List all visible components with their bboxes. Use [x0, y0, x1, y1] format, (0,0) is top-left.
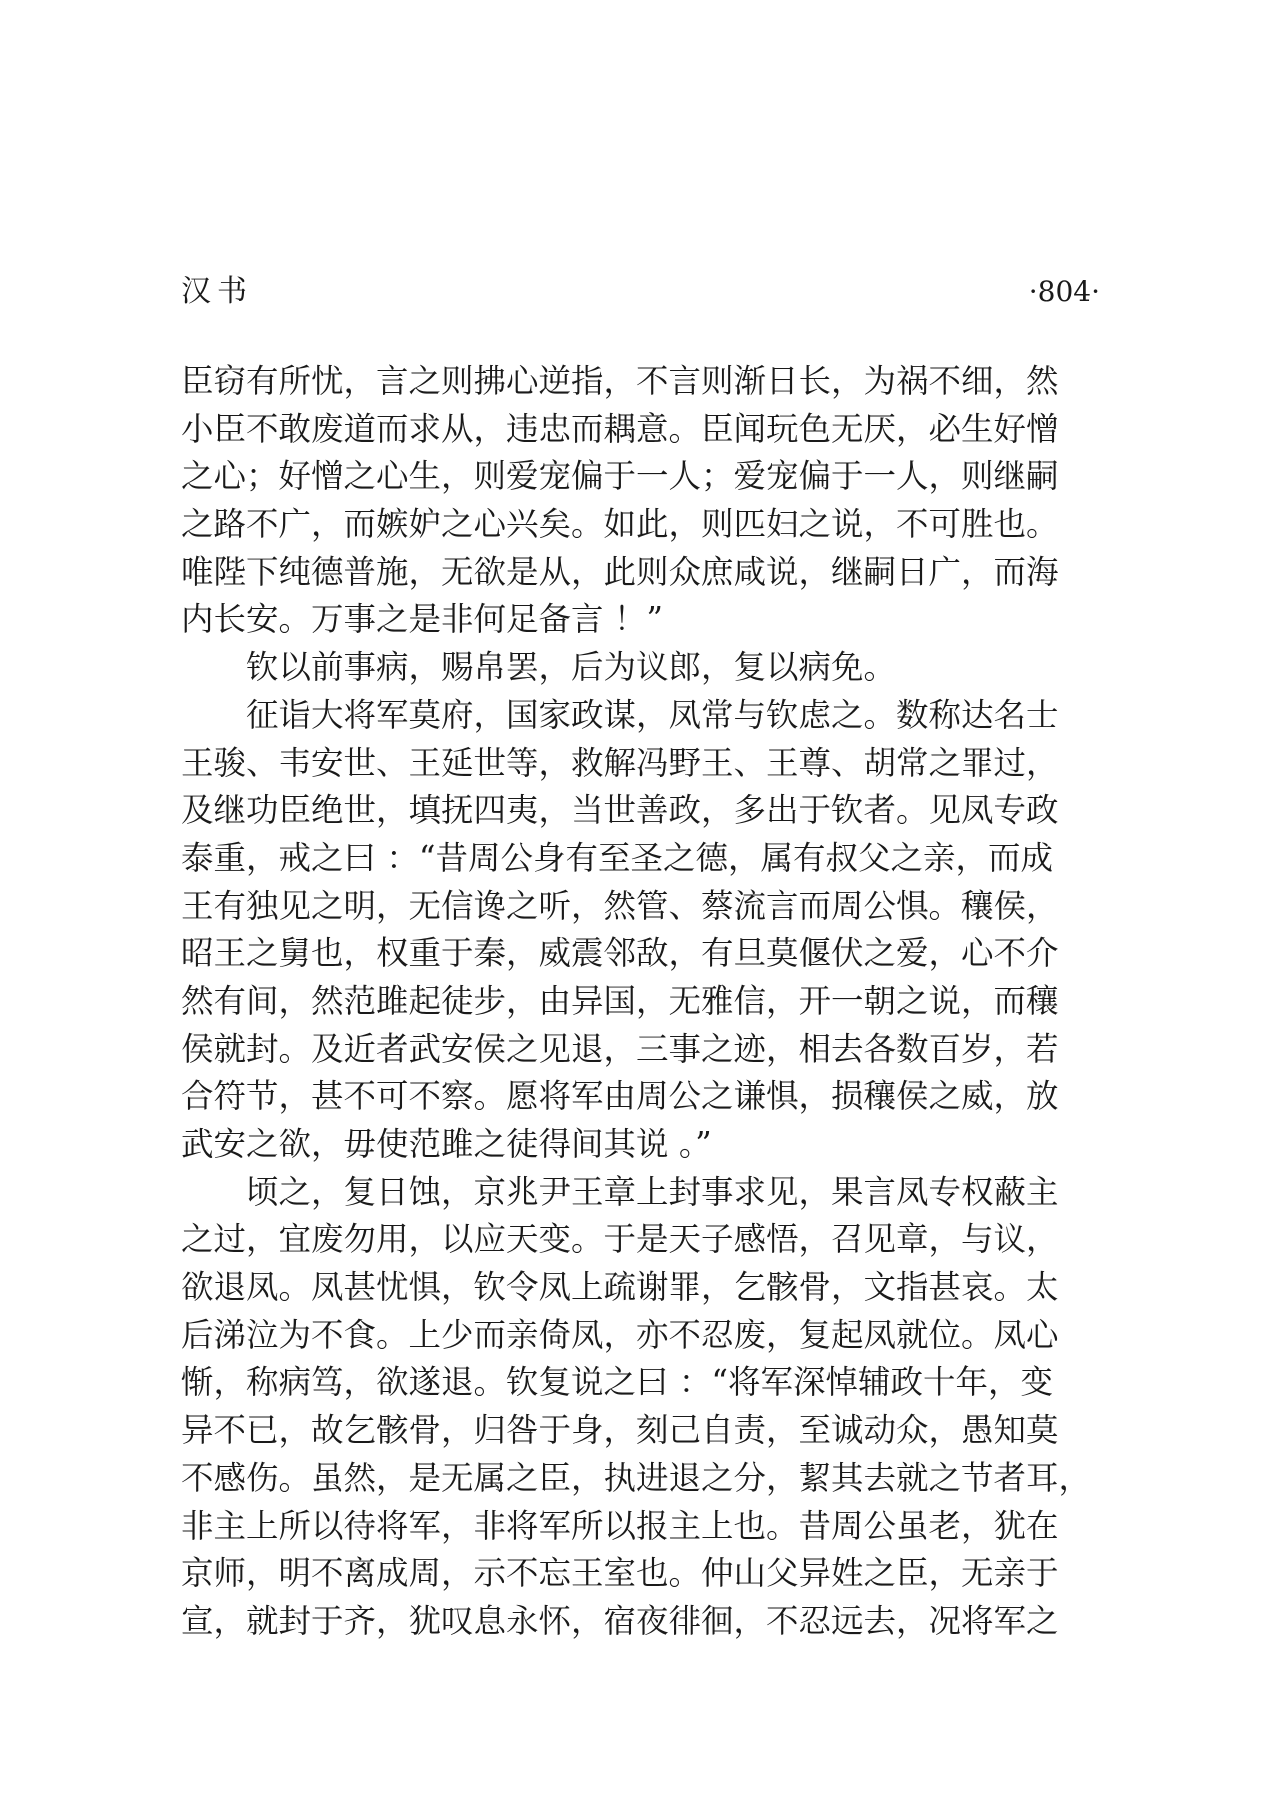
text-line: 非主上所以待将军，非将军所以报主上也。昔周公虽老，犹在 [181, 1506, 1059, 1545]
text-line: 内长安。万事之是非何足备言 ！” [181, 600, 663, 639]
text-line: 然有间，然范雎起徒步，由异国，无雅信，开一朝之说，而穰 [181, 981, 1059, 1020]
text-line: 及继功臣绝世，填抚四夷，当世善政，多出于钦者。见凤专政 [181, 791, 1059, 830]
text-line: 合符节，甚不可不察。愿将军由周公之谦惧，损穰侯之威，放 [181, 1077, 1059, 1116]
text-line: 欲退凤。凤甚忧惧，钦令凤上疏谢罪，乞骸骨，文指甚哀。太 [181, 1268, 1059, 1307]
text-line: 异不已，故乞骸骨，归咎于身，刻己自责，至诚动众，愚知莫 [181, 1411, 1059, 1450]
text-line: 侯就封。及近者武安侯之见退，三事之迹，相去各数百岁，若 [181, 1029, 1059, 1068]
text-line: 唯陛下纯德普施，无欲是从，此则众庶咸说，继嗣日广，而海 [181, 552, 1059, 591]
text-line: 钦以前事病，赐帛罢，后为议郎，复以病免。 [246, 648, 897, 687]
body-text [181, 358, 1100, 1646]
text-line: 京师，明不离成周，示不忘王室也。仲山父异姓之臣，无亲于 [181, 1554, 1059, 1593]
text-line: 不感伤。虽然，是无属之臣，执进退之分，絜其去就之节者耳， [181, 1458, 1092, 1497]
text-line: 小臣不敢废道而求从，违忠而耦意。臣闻玩色无厌，必生好憎 [181, 409, 1059, 448]
text-line: 之路不广，而嫉妒之心兴矣。如此，则匹妇之说，不可胜也。 [181, 505, 1059, 544]
text-line: 征诣大将军莫府，国家政谋，凤常与钦虑之。数称达名士 [246, 695, 1059, 734]
text-line: 武安之欲，毋使范雎之徒得间其说 。” [181, 1125, 712, 1163]
text-line: 顷之，复日蚀，京兆尹王章上封事求见，果言凤专权蔽主 [246, 1172, 1059, 1211]
text-line: 王骏、韦安世、王延世等，救解冯野王、王尊、胡常之罪过， [181, 743, 1059, 782]
text-line: 之过，宜废勿用，以应天变。于是天子感悟，召见章，与议， [181, 1220, 1059, 1259]
page-header [181, 272, 1100, 312]
text-line: 臣窃有所忧，言之则拂心逆指，不言则渐日长，为祸不细，然 [181, 362, 1059, 400]
page-number: ·804· [1028, 275, 1100, 308]
text-line: 之心；好憎之心生，则爱宠偏于一人；爱宠偏于一人，则继嗣 [181, 457, 1059, 496]
book-title: 汉书 [181, 274, 253, 309]
text-line: 后涕泣为不食。上少而亲倚凤，亦不忍废，复起凤就位。凤心 [181, 1315, 1059, 1354]
text-line: 惭，称病笃，欲遂退。钦复说之曰 ：“将军深悼辅政十年，变 [181, 1363, 1053, 1402]
text-line: 泰重，戒之曰 ：“昔周公身有至圣之德，属有叔父之亲，而成 [181, 838, 1053, 877]
text-line: 昭王之舅也，权重于秦，威震邻敌，有旦莫偃伏之爱，心不介 [181, 934, 1059, 973]
text-line: 王有独见之明，无信谗之听，然管、蔡流言而周公惧。穰侯， [181, 886, 1059, 925]
text-line: 宣，就封于齐，犹叹息永怀，宿夜徘徊，不忍远去，况将军之 [181, 1601, 1059, 1640]
